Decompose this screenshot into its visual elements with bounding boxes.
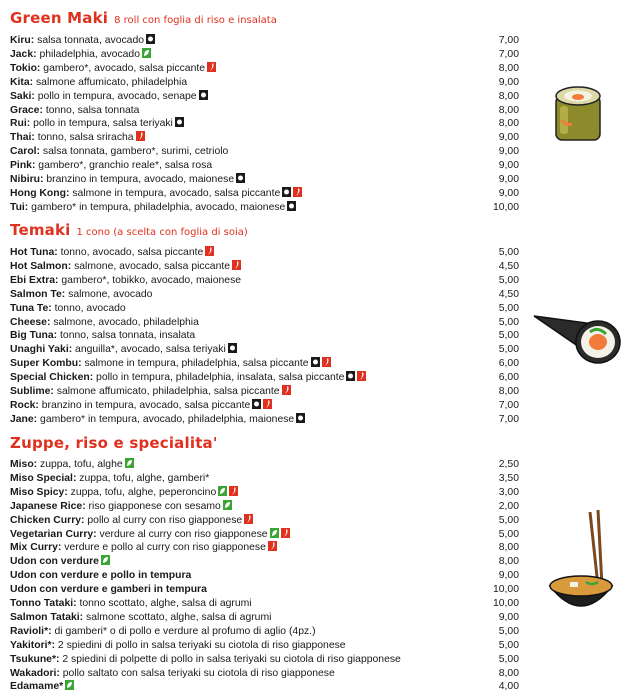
menu-item-name: Tonno Tataki: [10,598,77,609]
menu-item-price: 8,00 [498,62,519,74]
menu-item [10,316,519,329]
menu-item [10,274,519,287]
section-title-text: Green Maki [10,9,109,27]
menu-item-description: tonno, salsa tonnata, insalata [57,330,196,342]
menu-item-name: Tsukune*: [10,653,60,665]
menu-item [10,541,519,554]
menu-item-price: 8,00 [498,386,519,397]
menu-item-description: verdure e pollo al curry con riso giapponese [61,542,266,554]
menu-item-price: 5,00 [498,316,519,328]
menu-item-description: anguilla*, avocado, salsa teriyaki [72,344,226,356]
menu-item [10,131,519,144]
menu-item-name: Wakadori: [10,667,60,679]
menu-item-description: salmone scottato, alghe, salsa di agrumi [83,611,272,623]
menu-item-description: tonno, avocado, salsa piccante [57,247,204,258]
menu-item [10,667,519,680]
menu-item-name: Thai: [10,132,35,144]
tempura-icon [236,173,245,183]
miso-bowl-illustration [546,510,616,622]
menu-item-name: Udon con verdure e gamberi in tempura [10,584,207,596]
menu-item-price: 10,00 [492,598,519,609]
menu-item [10,357,519,370]
vegetarian-leaf-icon [101,555,110,565]
vegetarian-leaf-icon [270,528,279,538]
menu-item-price: 5,00 [498,625,519,637]
spicy-chili-icon [293,187,302,197]
menu-item [10,486,519,499]
menu-item-name: Japanese Rice: [10,500,86,512]
menu-item-description: gambero*, tobikko, avocado, maionese [58,274,242,286]
menu-item-price: 6,00 [498,372,519,384]
menu-item [10,260,519,273]
menu-item-price: 4,50 [498,260,519,272]
menu-item [10,597,519,610]
menu-item-price: 7,00 [498,399,519,411]
menu-item-description: pollo al curry con riso giapponese [84,514,243,526]
tempura-icon [228,343,237,353]
menu-item-description: 2 spiedini di polpette di pollo in salsa teriyaki su ciotola di riso giapponese [59,653,401,665]
menu-item-name: Jack: [10,48,37,60]
spicy-chili-icon [229,486,238,496]
menu-item-price: 8,00 [498,556,519,568]
menu-item-price: 4,50 [498,288,519,300]
vegetarian-leaf-icon [65,680,74,690]
menu-item [10,680,519,693]
menu-item-name: Tuna Te: [10,302,52,314]
menu-item-price: 8,00 [498,118,519,130]
menu-item-name: Ebi Extra: [10,274,59,286]
menu-item [10,611,519,624]
menu-item-description: salmone, avocado, salsa piccante [71,260,231,272]
menu-item [10,528,519,541]
menu-item-name: Hot Salmon: [10,260,72,272]
menu-item-name: Miso Spicy: [10,486,68,498]
menu-item-name: Special Chicken: [10,372,94,384]
tempura-icon [199,90,208,100]
menu-item-price: 9,00 [498,146,519,158]
menu-item-description: pollo in tempura, philadelphia, insalata, salsa piccante [93,372,345,384]
menu-item-name: Tui: [10,201,29,213]
menu-item [10,288,519,301]
menu-item-description: pollo in tempura, avocado, senape [34,90,197,102]
menu-item-price: 9,00 [498,76,519,88]
menu-item-name: Grace: [10,104,43,116]
menu-item-price: 2,50 [498,459,519,470]
spicy-chili-icon [322,357,331,367]
menu-item [10,62,519,75]
tempura-icon [252,399,261,409]
maki-roll-illustration [552,86,606,144]
menu-item-price: 8,00 [498,104,519,116]
menu-item-description: gambero* in tempura, avocado, philadelphia, maionese [37,413,295,425]
menu-item-description: pollo in tempura, salsa teriyaki [30,118,173,130]
menu-item-description: zuppa, tofu, alghe [37,459,123,470]
menu-item-name: Chicken Curry: [10,514,85,526]
menu-item-description: branzino in tempura, avocado, salsa piccante [38,399,251,411]
tempura-icon [175,117,184,127]
menu-item-price: 8,00 [498,667,519,679]
menu-item-description: salsa tonnata, gambero*, surimi, cetriolo [40,146,229,158]
menu-item-name: Big Tuna: [10,330,58,342]
spicy-chili-icon [357,371,366,381]
section-title [10,221,248,240]
menu-item-price: 10,00 [492,584,519,596]
menu-item-price: 5,00 [498,528,519,540]
menu-item-price: 5,00 [498,639,519,651]
menu-item-name: Tokio: [10,62,41,74]
menu-item-price: 5,00 [498,247,519,258]
spicy-chili-icon [282,385,291,395]
section-title [10,9,277,28]
menu-item-price: 3,00 [498,486,519,498]
menu-item-description: verdure al curry con riso giapponese [96,528,268,540]
tempura-icon [146,34,155,44]
menu-item-price: 9,00 [498,611,519,623]
section-subtitle: 8 roll con foglia di riso e insalata [114,15,277,26]
menu-item-price: 6,00 [498,358,519,370]
menu-item-price: 8,00 [498,542,519,554]
menu-item [10,385,519,398]
menu-item [10,514,519,527]
menu-item [10,48,519,61]
menu-item [10,371,519,384]
menu-item-name: Miso Special: [10,472,77,484]
menu-item-price: 7,00 [498,413,519,425]
menu-item [10,117,519,130]
menu-item-description: salmone in tempura, philadelphia, salsa piccante [81,358,309,370]
spicy-chili-icon [281,528,290,538]
menu-item [10,76,519,89]
menu-item-name: Mix Curry: [10,542,62,554]
temaki-cone-illustration [532,310,624,368]
menu-item-price: 9,00 [498,132,519,144]
vegetarian-leaf-icon [218,486,227,496]
menu-item [10,187,519,200]
spicy-chili-icon [207,62,216,72]
menu-item [10,625,519,638]
menu-item-description: branzino in tempura, avocado, maionese [43,174,235,185]
menu-item-name: Cheese: [10,316,51,328]
section-subtitle: 1 cono (a scelta con foglia di soia) [76,227,248,238]
menu-item [10,555,519,568]
spicy-chili-icon [268,541,277,551]
tempura-icon [282,187,291,197]
menu-item-description: gambero* in tempura, philadelphia, avocado, maionese [28,201,286,213]
menu-item [10,500,519,513]
menu-item-name: Rui: [10,118,31,130]
menu-item [10,639,519,652]
menu-item-name: Kita: [10,76,34,88]
menu-item [10,104,519,117]
menu-item-price: 3,50 [498,472,519,484]
menu-item-name: Pink: [10,160,36,172]
menu-item-description: salmone, avocado [65,288,153,300]
menu-item-description: tonno, avocado [51,302,126,314]
menu-item [10,159,519,172]
menu-item [10,583,519,596]
section-title [10,434,218,453]
menu-item-description: tonno, salsa sriracha [34,132,134,144]
menu-item-description: zuppa, tofu, alghe, gamberi* [76,472,210,484]
menu-item-name: Edamame* [10,681,64,693]
menu-item-price: 4,00 [498,681,519,693]
spicy-chili-icon [136,131,145,141]
vegetarian-leaf-icon [223,500,232,510]
menu-item-price: 5,00 [498,274,519,286]
menu-item-name: Ravioli*: [10,625,52,637]
menu-item-description: zuppa, tofu, alghe, peperoncino [67,486,217,498]
menu-item [10,343,519,356]
menu-item-description: salsa tonnata, avocado [34,35,145,46]
spicy-chili-icon [244,514,253,524]
menu-item [10,399,519,412]
menu-item-name: Carol: [10,146,41,158]
menu-item-description: gambero*, granchio reale*, salsa rosa [35,160,213,172]
menu-item-name: Saki: [10,90,35,102]
vegetarian-leaf-icon [142,48,151,58]
menu-item-name: Super Kombu: [10,358,82,370]
tempura-icon [287,201,296,211]
menu-item-price: 10,00 [492,201,519,213]
menu-item-price: 9,00 [498,174,519,185]
menu-item-description: salmone affumicato, philadelphia, salsa piccante [53,386,280,397]
menu-item [10,173,519,186]
section-title-text: Zuppe, riso e specialita' [10,434,218,452]
menu-item-name: Jane: [10,413,38,425]
menu-item-price: 9,00 [498,570,519,582]
menu-item-name: Vegetarian Curry: [10,528,97,540]
menu-item-description: 2 spiedini di pollo in salsa teriyaki su ciotola di riso giapponese [55,639,346,651]
menu-item-description: salmone in tempura, avocado, salsa piccante [69,187,281,199]
section-title-text: Temaki [10,221,71,239]
menu-item [10,90,519,103]
menu-item [10,201,519,214]
vegetarian-leaf-icon [125,458,134,468]
menu-item-price: 8,00 [498,90,519,102]
menu-item-description: tonno, salsa tonnata [42,104,140,116]
menu-item-name: Kiru: [10,35,35,46]
menu-item-description: pollo saltato con salsa teriyaki su ciotola di riso giapponese [59,667,335,679]
menu-item [10,472,519,485]
menu-item-name: Rock: [10,399,39,411]
menu-item-description: salmone, avocado, philadelphia [50,316,199,328]
menu-item-price: 5,00 [498,344,519,356]
spicy-chili-icon [263,399,272,409]
menu-item-name: Salmon Tataki: [10,611,84,623]
menu-item [10,329,519,342]
spicy-chili-icon [232,260,241,270]
menu-item-price: 5,00 [498,653,519,665]
menu-item-name: Hot Tuna: [10,247,58,258]
tempura-icon [346,371,355,381]
menu-item-description: salmone affumicato, philadelphia [33,76,188,88]
menu-item [10,653,519,666]
menu-item-name: Udon con verdure [10,556,99,568]
menu-item [10,302,519,315]
menu-item-price: 5,00 [498,330,519,342]
menu-item-price: 9,00 [498,160,519,172]
menu-item-name: Salmon Te: [10,288,66,300]
menu-item-name: Hong Kong: [10,187,70,199]
menu-item [10,569,519,582]
menu-item [10,145,519,158]
menu-item [10,413,519,426]
menu-item-price: 7,00 [498,35,519,46]
tempura-icon [296,413,305,423]
menu-item-name: Sublime: [10,386,54,397]
menu-item-description: gambero*, avocado, salsa piccante [40,62,206,74]
menu-item-description: philadelphia, avocado [36,48,140,60]
menu-item [10,34,519,47]
spicy-chili-icon [205,246,214,256]
menu-item-price: 5,00 [498,302,519,314]
menu-item-price: 9,00 [498,187,519,199]
menu-item-description: tonno scottato, alghe, salsa di agrumi [76,598,252,609]
menu-item-name: Nibiru: [10,174,44,185]
menu-item-description: riso giapponese con sesamo [85,500,221,512]
tempura-icon [311,357,320,367]
menu-item-price: 7,00 [498,48,519,60]
menu-item-description: di gamberi* o di pollo e verdure al profumo di aglio (4pz.) [51,625,316,637]
menu-item-price: 5,00 [498,514,519,526]
menu-item-price: 2,00 [498,500,519,512]
menu-item-name: Yakitori*: [10,639,56,651]
menu-item [10,458,519,471]
menu-item-name: Udon con verdure e pollo in tempura [10,570,192,582]
menu-item-name: Unaghi Yaki: [10,344,73,356]
menu-item-name: Miso: [10,459,38,470]
menu-item [10,246,519,259]
